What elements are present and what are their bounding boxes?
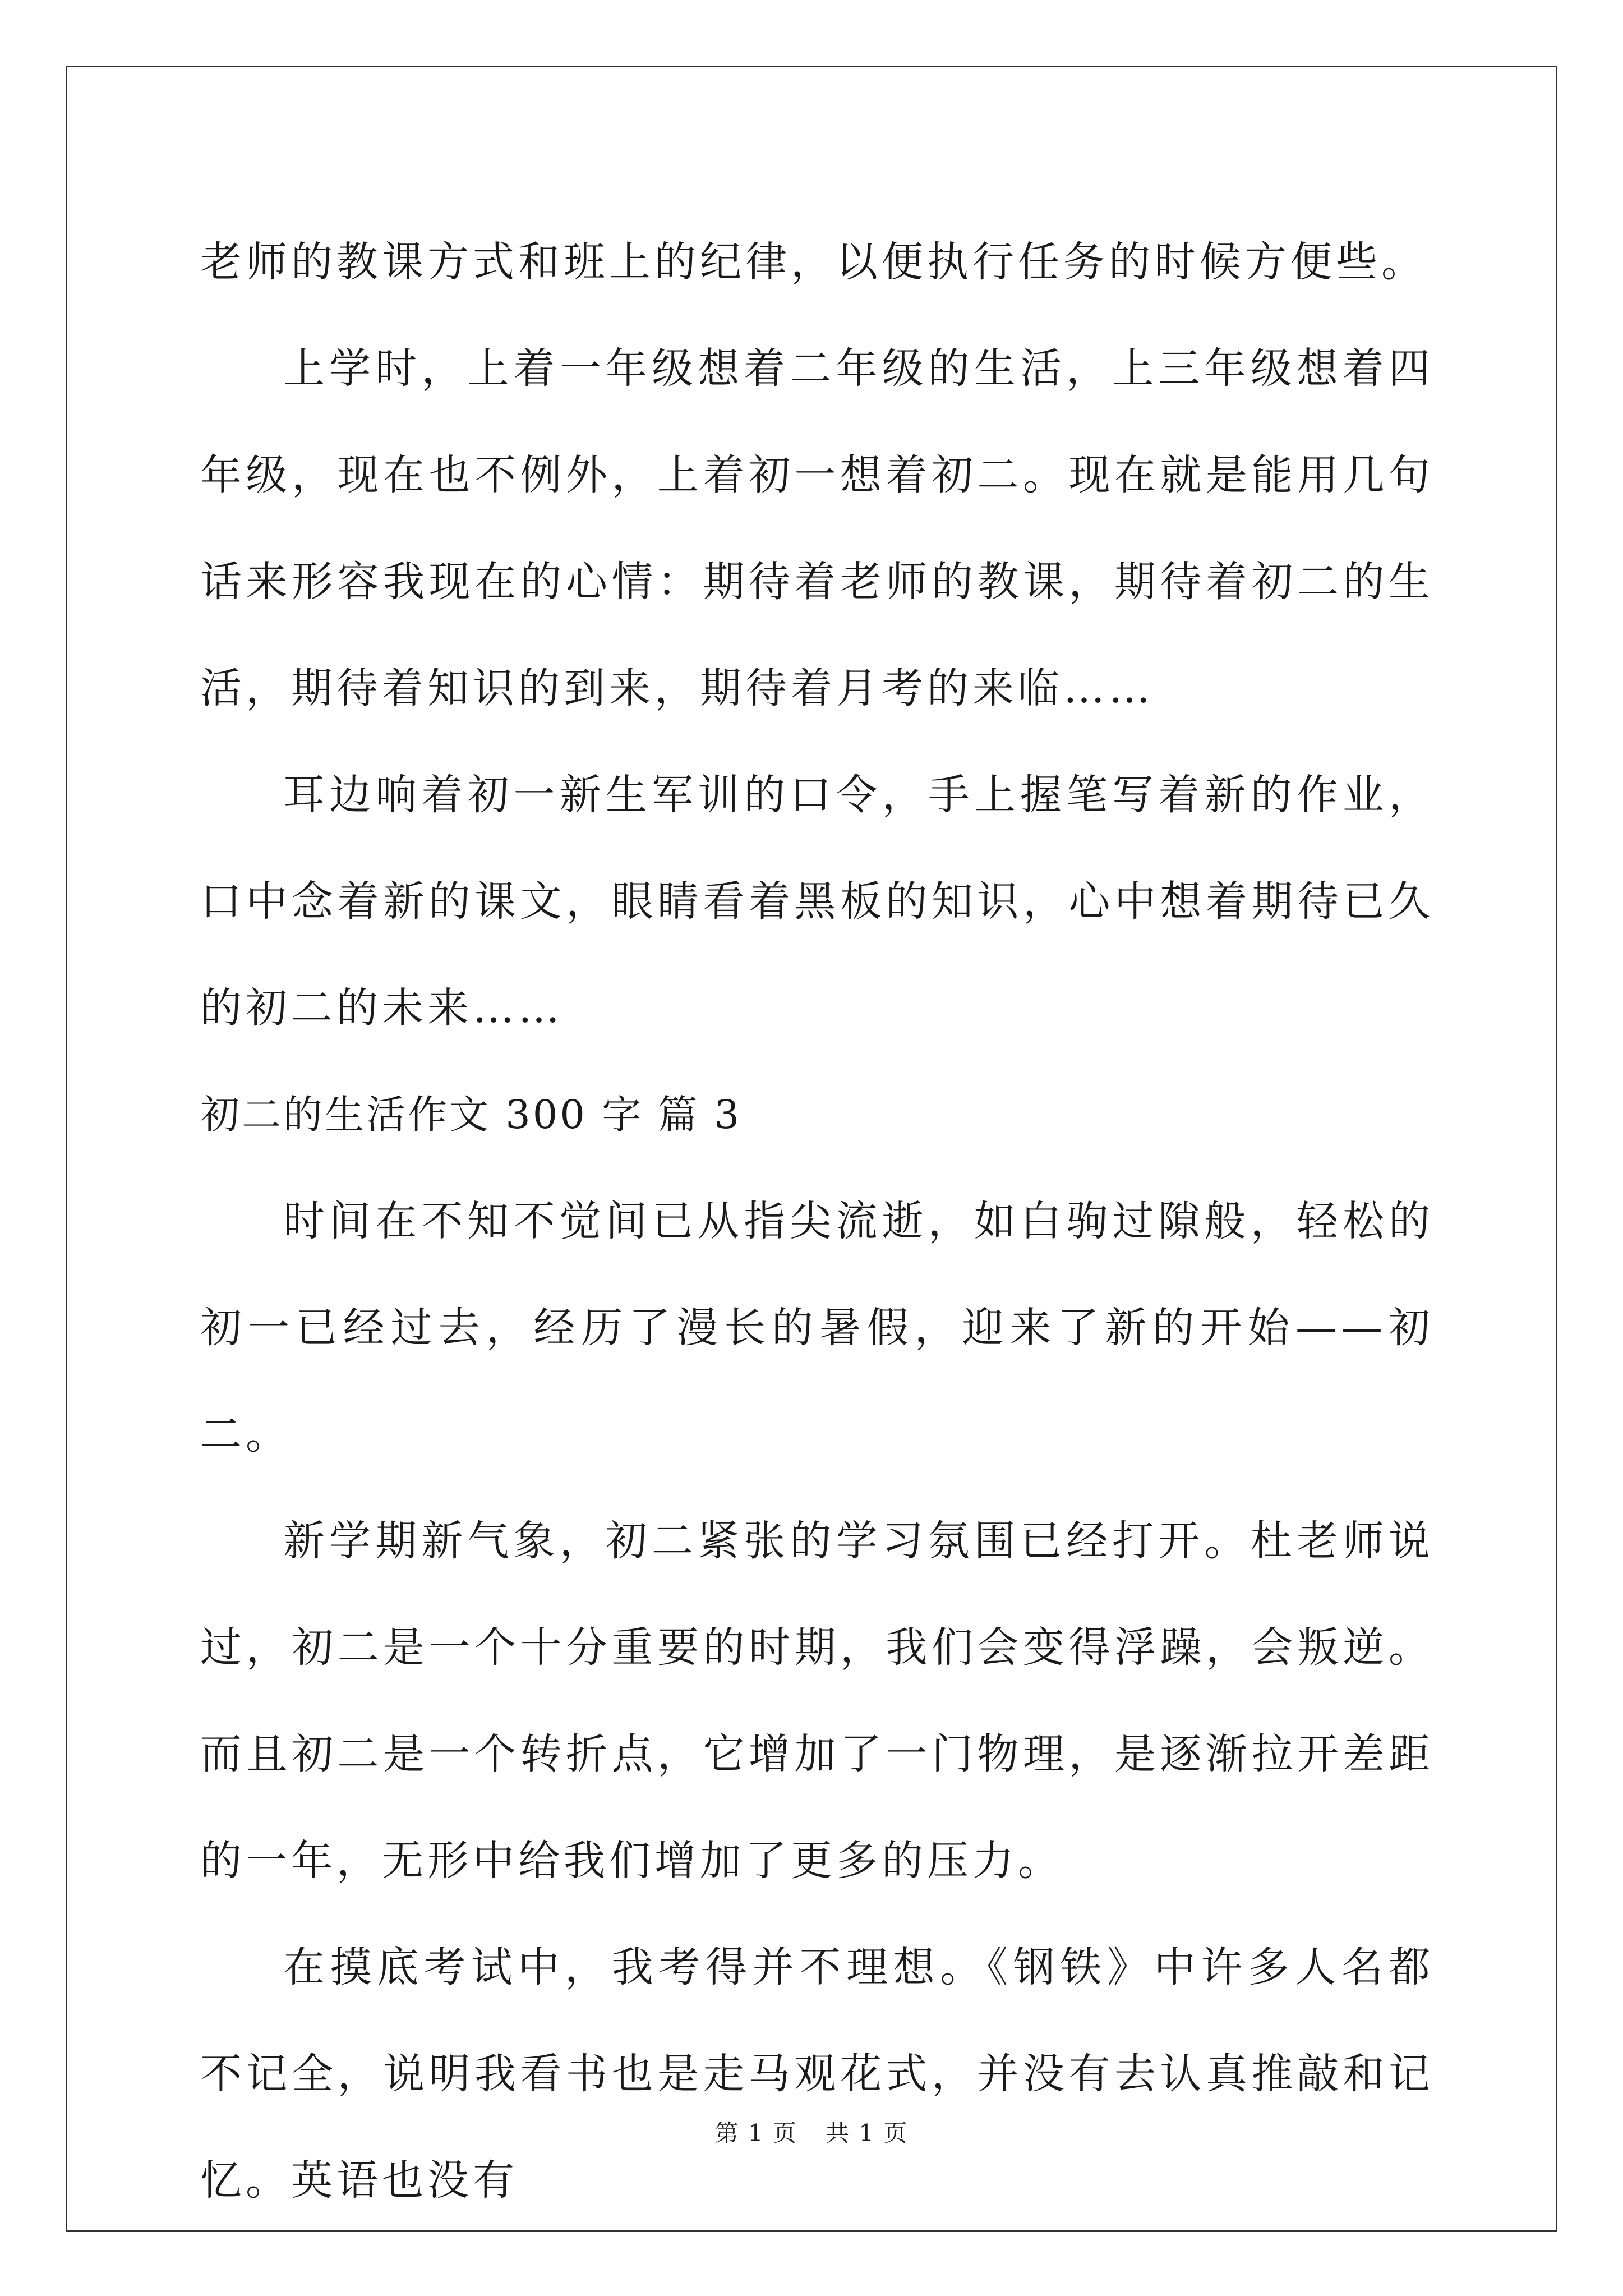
paragraph-2: 上学时，上着一年级想着二年级的生活，上三年级想着四年级，现在也不例外，上着初一想着初二。现在就是能用几句话来形容我现在的心情：期待着老师的教课，期待着初二的生活，期待着知识的到来，期待着月考的来临…… <box>200 344 1434 712</box>
page-total: 共 1 页 <box>826 2119 909 2147</box>
paragraph-6: 在摸底考试中，我考得并不理想。《钢铁》中许多人名都不记全，说明我看书也是走马观花式，并没有去认真推敲和记忆。英语也没有 <box>200 1943 1434 2205</box>
page-footer <box>0 2115 1623 2148</box>
section-heading: 初二的生活作文 300 字 篇 3 <box>200 1092 742 1138</box>
page-number: 第 1 页 <box>714 2119 797 2147</box>
paragraph-1: 老师的教课方式和班上的纪律，以便执行任务的时候方便些。 <box>200 238 1427 286</box>
paragraph-5: 新学期新气象，初二紧张的学习氛围已经打开。杜老师说过，初二是一个十分重要的时期，我们会变得浮躁，会叛逆。而且初二是一个转折点，它增加了一门物理，是逐渐拉开差距的一年，无形中给我们增加了更多的压力。 <box>200 1517 1434 1885</box>
document-body <box>200 209 1434 2234</box>
paragraph-4: 时间在不知不觉间已从指尖流逝，如白驹过隙般，轻松的初一已经过去，经历了漫长的暑假，迎来了新的开始——初二。 <box>200 1197 1434 1458</box>
paragraph-3: 耳边响着初一新生军训的口令，手上握笔写着新的作业，口中念着新的课文，眼睛看着黑板的知识，心中想着期待已久的初二的未来…… <box>200 771 1434 1032</box>
